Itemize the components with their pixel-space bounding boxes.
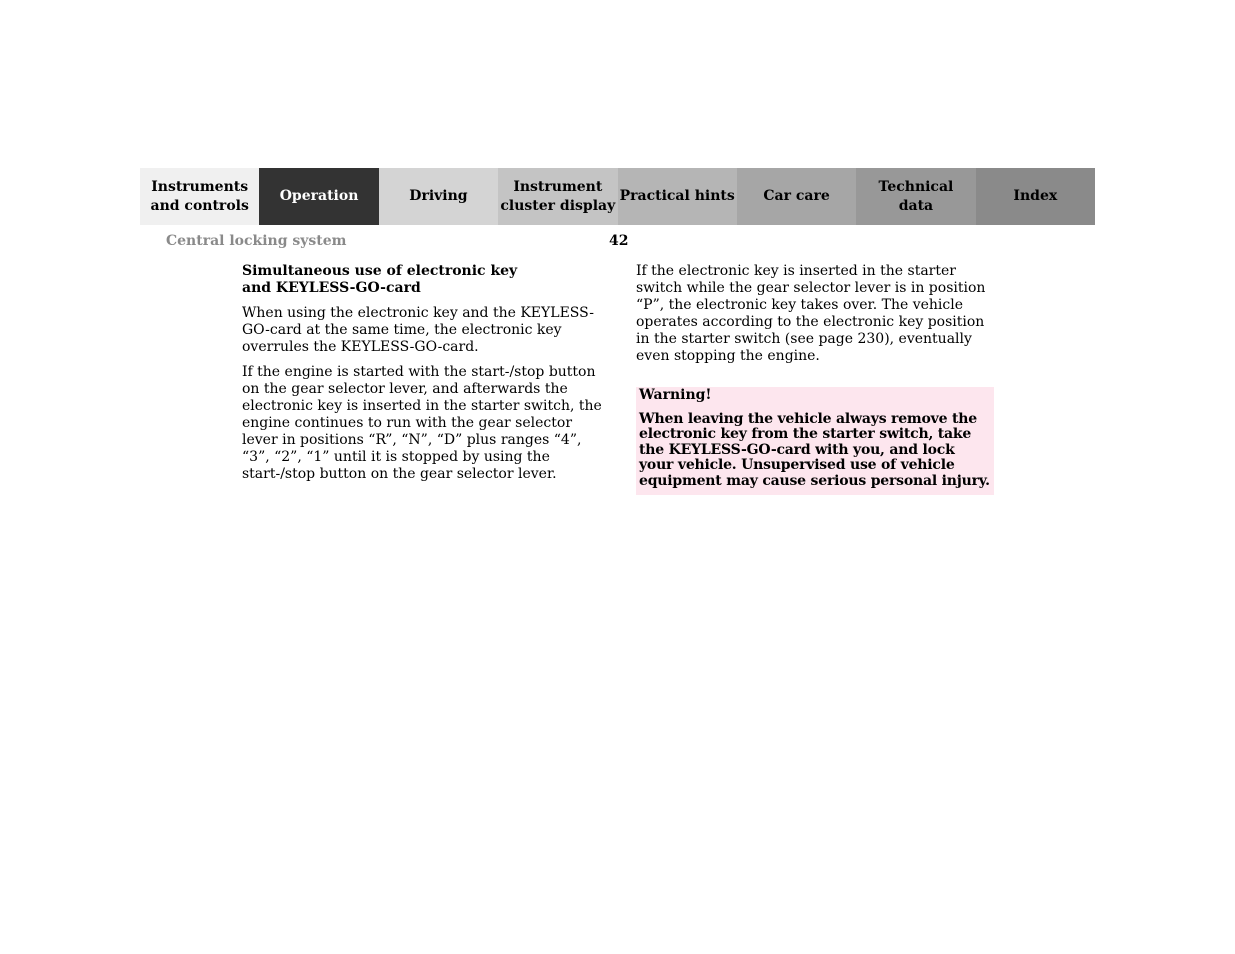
tab-index[interactable]: Index <box>976 168 1095 225</box>
tab-car-care[interactable]: Car care <box>737 168 856 225</box>
warning-text: When leaving the vehicle always remove the electronic key from the starter switch, take the KEYLESS-GO-card with you, and lock your vehicle. Unsupervised use of vehicle equipment may cause serious personal injury. <box>639 410 990 489</box>
tab-practical-hints[interactable]: Practical hints <box>618 168 737 225</box>
paragraph: If the electronic key is inserted in the starter switch while the gear selector lever is in position “P”, the electronic key takes over. The vehicle operates according to the electronic key position in the starter switch (see page 230), eventually even stopping the engine. <box>636 263 986 364</box>
paragraph: When using the electronic key and the KEYLESS-GO-card at the same time, the electronic key overrules the KEYLESS-GO-card. <box>242 305 594 355</box>
page-number: 42 <box>609 233 629 249</box>
tab-technical-data[interactable]: Technical data <box>856 168 975 225</box>
tab-instrument-cluster-display[interactable]: Instrument cluster display <box>498 168 617 225</box>
tab-instruments-and-controls[interactable]: Instruments and controls <box>140 168 259 225</box>
warning-title: Warning! <box>639 387 712 403</box>
tab-driving[interactable]: Driving <box>379 168 498 225</box>
chapter-navigation <box>140 168 1095 225</box>
section-title: Central locking system <box>166 233 347 249</box>
warning-box <box>636 387 994 495</box>
section-heading: Simultaneous use of electronic key and KEYLESS-GO-card <box>242 263 518 296</box>
tab-operation[interactable]: Operation <box>259 168 378 225</box>
right-column <box>636 263 994 495</box>
paragraph: If the engine is started with the start-/stop button on the gear selector lever, and afterwards the electronic key is inserted in the starter switch, the engine continues to run with the gear selector lever in positions “R”, “N”, “D” plus ranges “4”, “3”, “2”, “1” until it is stopped by using the start-/stop button on the gear selector lever. <box>242 364 602 482</box>
left-column <box>242 263 604 491</box>
